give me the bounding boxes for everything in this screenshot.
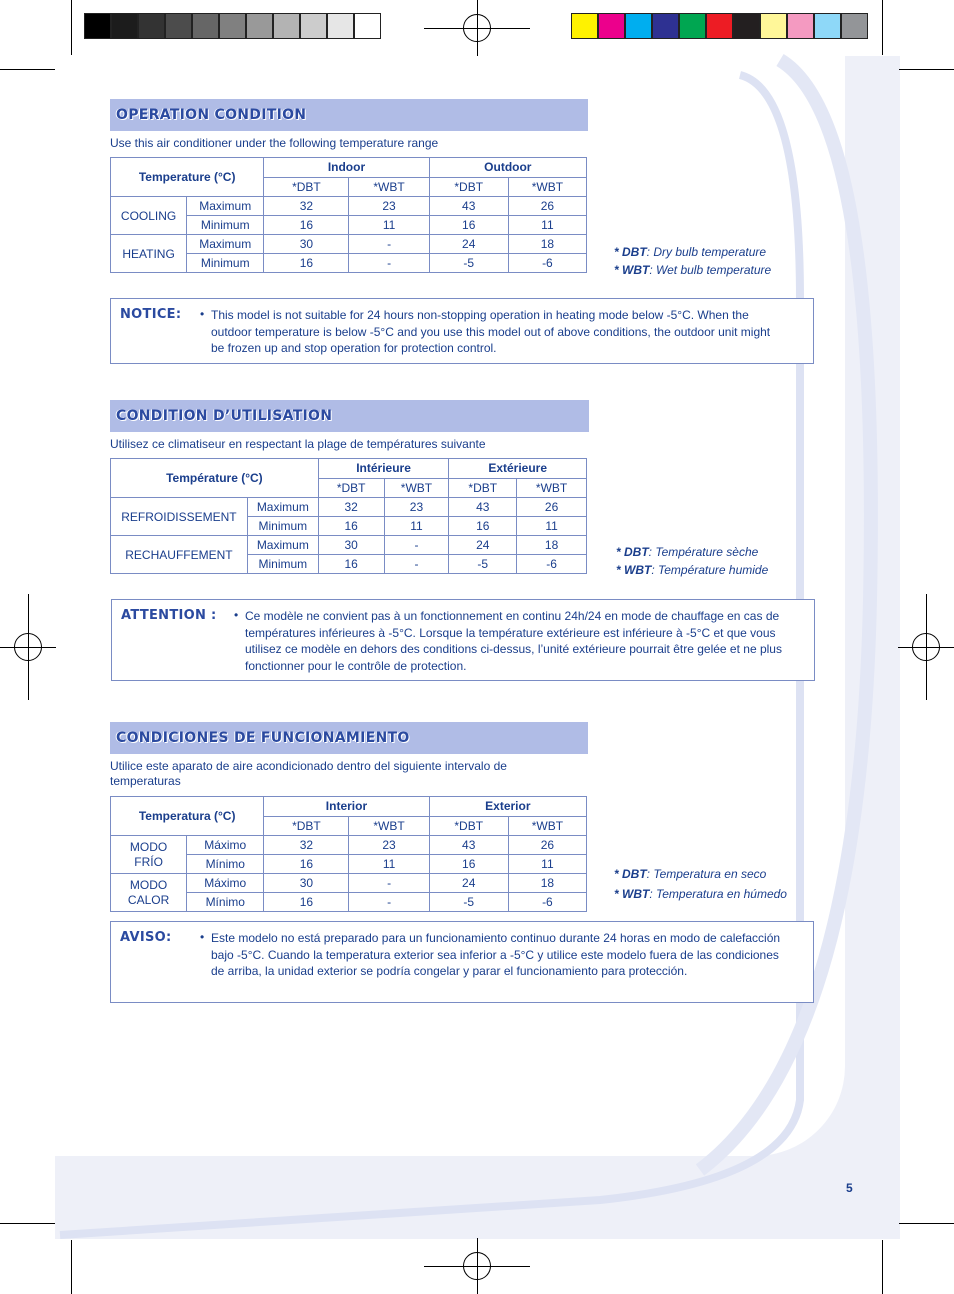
maximum-label: Maximum bbox=[187, 235, 264, 254]
minimum-label: Minimum bbox=[187, 254, 264, 273]
maximum-label: Máximo bbox=[187, 874, 264, 893]
section-header-condition-utilisation bbox=[110, 400, 589, 432]
color-swatch bbox=[625, 13, 652, 39]
wbt-header: *WBT bbox=[349, 177, 429, 197]
attention-box bbox=[111, 599, 815, 681]
indoor-header: Intérieure bbox=[318, 459, 449, 479]
table-cell: -6 bbox=[508, 254, 586, 273]
section-header-condiciones bbox=[110, 722, 588, 754]
color-swatch bbox=[841, 13, 868, 39]
table-cell: 18 bbox=[517, 536, 587, 555]
notice-text: This model is not suitable for 24 hours non-stopping operation in heating mode below -5°C. When the outdoor temperature is below -5°C and you use this model out of above conditions, the outdoor unit might be frozen up and stop operation for protection control. bbox=[211, 308, 771, 355]
crop-mark bbox=[882, 1240, 883, 1294]
bullet: • bbox=[200, 930, 205, 944]
section-title: CONDICIONES DE FUNCIONAMIENTO bbox=[116, 730, 410, 746]
legend-notes bbox=[614, 864, 787, 904]
maximum-label: Maximum bbox=[247, 536, 318, 555]
intro-text: Use this air conditioner under the following temperature range bbox=[110, 136, 439, 150]
table-cell: 43 bbox=[449, 498, 517, 517]
color-swatch bbox=[814, 13, 841, 39]
table-header: Temperatura (°C) bbox=[111, 797, 264, 836]
gray-swatch bbox=[300, 13, 327, 39]
table-cell: - bbox=[384, 555, 449, 574]
gray-swatch bbox=[84, 13, 111, 39]
temperature-table-fr bbox=[110, 458, 587, 574]
table-cell: 11 bbox=[349, 216, 429, 235]
table-cell: 11 bbox=[508, 216, 586, 235]
table-cell: - bbox=[349, 235, 429, 254]
table-cell: 11 bbox=[349, 855, 429, 874]
wbt-note: : Temperatura en húmedo bbox=[649, 887, 787, 901]
minimum-label: Minimum bbox=[247, 517, 318, 536]
crop-mark bbox=[882, 0, 883, 55]
table-cell: 11 bbox=[508, 855, 586, 874]
gray-swatch bbox=[327, 13, 354, 39]
crop-mark bbox=[71, 0, 72, 55]
table-cell: 32 bbox=[264, 197, 349, 216]
minimum-label: Mínimo bbox=[187, 893, 264, 912]
table-cell: 26 bbox=[508, 836, 586, 855]
color-swatch bbox=[760, 13, 787, 39]
color-swatch bbox=[706, 13, 733, 39]
crop-mark bbox=[0, 1223, 55, 1224]
color-swatch bbox=[679, 13, 706, 39]
table-cell: -5 bbox=[449, 555, 517, 574]
table-cell: - bbox=[384, 536, 449, 555]
table-cell: -6 bbox=[508, 893, 586, 912]
table-cell: 30 bbox=[264, 235, 349, 254]
crop-mark bbox=[899, 1223, 954, 1224]
crop-mark bbox=[28, 594, 29, 700]
outdoor-header: Outdoor bbox=[429, 158, 586, 178]
legend-notes bbox=[614, 243, 771, 279]
dbt-key: * DBT bbox=[614, 867, 647, 881]
maximum-label: Maximum bbox=[247, 498, 318, 517]
crop-mark bbox=[926, 594, 927, 700]
table-cell: 18 bbox=[508, 874, 586, 893]
dbt-header: *DBT bbox=[318, 478, 384, 498]
table-cell: 24 bbox=[449, 536, 517, 555]
table-cell: 24 bbox=[429, 235, 508, 254]
wbt-header: *WBT bbox=[384, 478, 449, 498]
table-cell: 16 bbox=[449, 517, 517, 536]
table-cell: 11 bbox=[517, 517, 587, 536]
dbt-note: : Dry bulb temperature bbox=[646, 245, 767, 259]
gray-swatch bbox=[138, 13, 165, 39]
table-cell: - bbox=[349, 893, 429, 912]
dbt-note: : Temperatura en seco bbox=[646, 867, 767, 881]
table-cell: - bbox=[349, 254, 429, 273]
cooling-label: MODO FRÍO bbox=[111, 836, 187, 874]
crop-mark bbox=[477, 1238, 478, 1294]
table-cell: 11 bbox=[384, 517, 449, 536]
gray-swatch bbox=[219, 13, 246, 39]
wbt-header: *WBT bbox=[517, 478, 587, 498]
wbt-note: : Température humide bbox=[651, 563, 769, 577]
table-cell: 16 bbox=[429, 216, 508, 235]
gray-swatch bbox=[273, 13, 300, 39]
temperature-table-en bbox=[110, 157, 587, 273]
table-cell: 16 bbox=[429, 855, 508, 874]
dbt-header: *DBT bbox=[429, 816, 508, 836]
legend-notes bbox=[616, 543, 768, 579]
table-cell: 32 bbox=[318, 498, 384, 517]
attention-text: Ce modèle ne convient pas à un fonctionnement en continu 24h/24 en mode de chauffage en cas de températures inférieures à -5°C. Lorsque la température extérieure est inférieure à -5°C et que vous utilisez ce modèle en dehors des conditions ci-dessus, l’unité extérieure pourrait être gelée et ne plus fonctionner pour le contrôle de protection. bbox=[245, 609, 782, 673]
section-title: CONDITION D’UTILISATION bbox=[116, 408, 333, 424]
aviso-label: AVISO: bbox=[120, 930, 172, 945]
dbt-key: * DBT bbox=[616, 545, 649, 559]
dbt-note: : Température sèche bbox=[648, 545, 759, 559]
heating-label: MODO CALOR bbox=[111, 874, 187, 912]
outdoor-header: Extérieure bbox=[449, 459, 587, 479]
maximum-label: Maximum bbox=[187, 197, 264, 216]
table-cell: -5 bbox=[429, 254, 508, 273]
table-header: Temperature (°C) bbox=[111, 158, 264, 197]
color-swatch bbox=[571, 13, 598, 39]
table-cell: 23 bbox=[349, 197, 429, 216]
wbt-header: *WBT bbox=[349, 816, 429, 836]
table-cell: 32 bbox=[264, 836, 349, 855]
bullet: • bbox=[234, 608, 239, 622]
dbt-header: *DBT bbox=[264, 816, 349, 836]
minimum-label: Minimum bbox=[247, 555, 318, 574]
wbt-note: : Wet bulb temperature bbox=[649, 263, 772, 277]
table-cell: 26 bbox=[517, 498, 587, 517]
maximum-label: Máximo bbox=[187, 836, 264, 855]
gray-swatch bbox=[111, 13, 138, 39]
wbt-header: *WBT bbox=[508, 177, 586, 197]
table-cell: 43 bbox=[429, 197, 508, 216]
color-swatch bbox=[733, 13, 760, 39]
heating-label: RECHAUFFEMENT bbox=[111, 536, 248, 574]
cooling-label: REFROIDISSEMENT bbox=[111, 498, 248, 536]
color-swatch bbox=[598, 13, 625, 39]
dbt-header: *DBT bbox=[449, 478, 517, 498]
notice-label: NOTICE: bbox=[120, 307, 182, 322]
notice-box bbox=[110, 298, 814, 364]
dbt-header: *DBT bbox=[429, 177, 508, 197]
table-cell: -6 bbox=[517, 555, 587, 574]
section-title: OPERATION CONDITION bbox=[116, 107, 307, 123]
wbt-key: * WBT bbox=[616, 563, 652, 577]
table-cell: 16 bbox=[264, 216, 349, 235]
table-cell: 16 bbox=[264, 855, 349, 874]
wbt-key: * WBT bbox=[614, 887, 650, 901]
table-cell: 16 bbox=[318, 517, 384, 536]
gray-swatch bbox=[165, 13, 192, 39]
crop-mark bbox=[71, 1240, 72, 1294]
table-cell: 23 bbox=[349, 836, 429, 855]
table-cell: 16 bbox=[318, 555, 384, 574]
gray-swatch bbox=[246, 13, 273, 39]
table-cell: 43 bbox=[429, 836, 508, 855]
minimum-label: Minimum bbox=[187, 216, 264, 235]
dbt-key: * DBT bbox=[614, 245, 647, 259]
attention-label: ATTENTION : bbox=[121, 608, 217, 623]
crop-mark bbox=[0, 69, 55, 70]
table-cell: - bbox=[349, 874, 429, 893]
crop-mark bbox=[899, 69, 954, 70]
intro-text: Utilice este aparato de aire acondicionado dentro del siguiente intervalo de temperaturas bbox=[110, 759, 507, 788]
indoor-header: Indoor bbox=[264, 158, 429, 178]
table-cell: 24 bbox=[429, 874, 508, 893]
wbt-key: * WBT bbox=[614, 263, 650, 277]
section-header-operation-condition bbox=[110, 99, 588, 131]
table-cell: 26 bbox=[508, 197, 586, 216]
gray-swatch bbox=[354, 13, 381, 39]
bullet: • bbox=[200, 307, 205, 321]
table-cell: 23 bbox=[384, 498, 449, 517]
table-cell: 16 bbox=[264, 893, 349, 912]
cooling-label: COOLING bbox=[111, 197, 187, 235]
page-number: 5 bbox=[846, 1181, 853, 1195]
indoor-header: Interior bbox=[264, 797, 429, 817]
crop-mark bbox=[477, 0, 478, 56]
color-swatch bbox=[787, 13, 814, 39]
table-cell: 18 bbox=[508, 235, 586, 254]
heating-label: HEATING bbox=[111, 235, 187, 273]
wbt-header: *WBT bbox=[508, 816, 586, 836]
table-cell: 16 bbox=[264, 254, 349, 273]
table-cell: 30 bbox=[318, 536, 384, 555]
table-header: Température (°C) bbox=[111, 459, 319, 498]
color-swatch bbox=[652, 13, 679, 39]
dbt-header: *DBT bbox=[264, 177, 349, 197]
temperature-table-es bbox=[110, 796, 587, 912]
aviso-box bbox=[110, 921, 814, 1003]
minimum-label: Mínimo bbox=[187, 855, 264, 874]
table-cell: -5 bbox=[429, 893, 508, 912]
table-cell: 30 bbox=[264, 874, 349, 893]
gray-swatch bbox=[192, 13, 219, 39]
outdoor-header: Exterior bbox=[429, 797, 586, 817]
aviso-text: Este modelo no está preparado para un funcionamiento continuo durante 24 horas en modo de calefacción bajo -5°C. Cuando la temperatura exterior sea inferior a -5°C y utilice este modelo fuera de las condiciones de arriba, la unidad exterior se podría congelar y parar el funcionamiento para protección. bbox=[211, 931, 781, 978]
intro-text: Utilisez ce climatiseur en respectant la plage de températures suivante bbox=[110, 437, 486, 451]
